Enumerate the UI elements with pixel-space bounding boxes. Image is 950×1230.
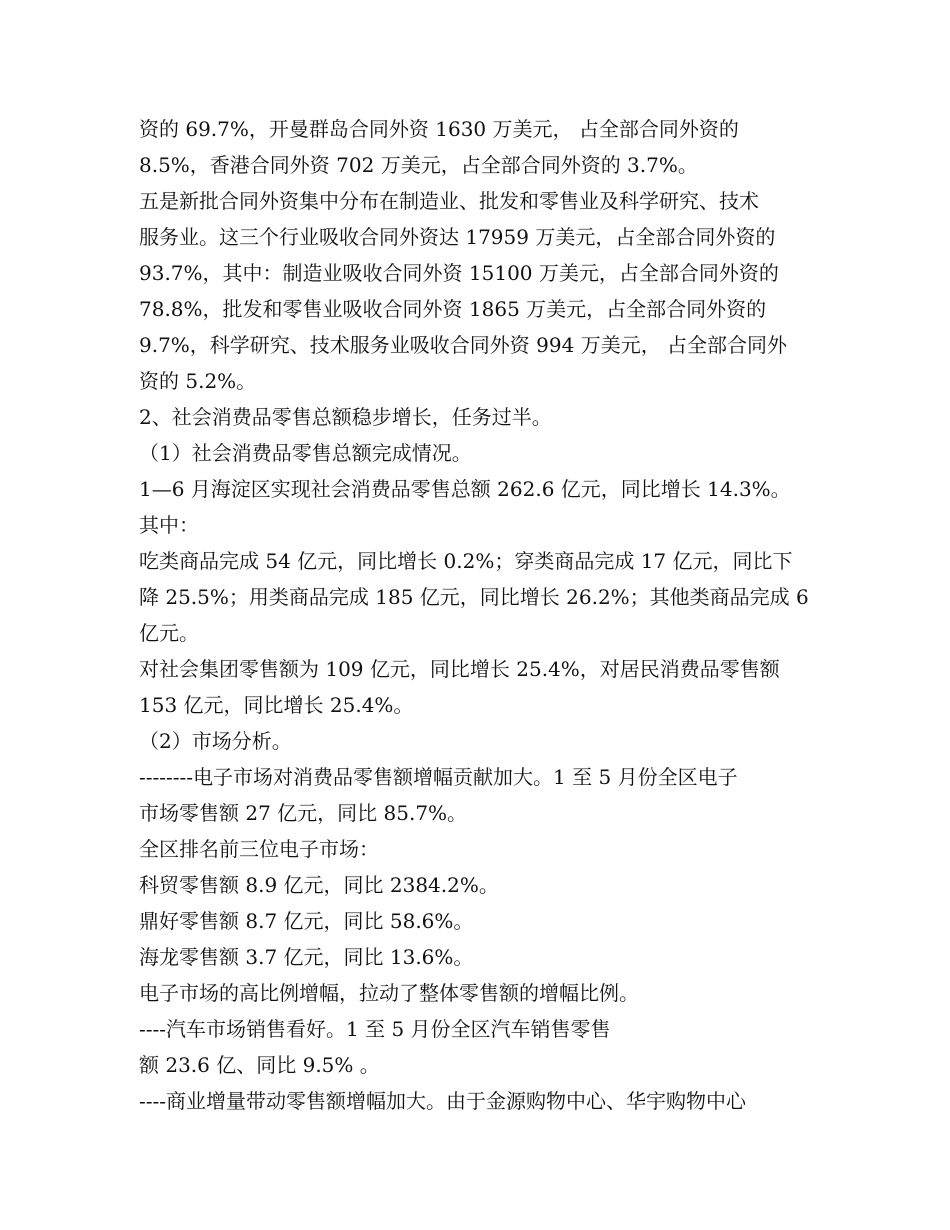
- text-line: 五是新批合同外资集中分布在制造业、批发和零售业及科学研究、技术: [139, 189, 759, 213]
- text-line: 其中：: [139, 513, 199, 537]
- text-line: 93.7%，其中：制造业吸收合同外资 15100 万美元，占全部合同外资的: [139, 261, 779, 285]
- text-line: ----汽车市场销售看好。1 至 5 月份全区汽车销售零售: [139, 1017, 611, 1041]
- text-line: 8.5%，香港合同外资 702 万美元，占全部合同外资的 3.7%。: [139, 153, 698, 177]
- text-line: 9.7%，科学研究、技术服务业吸收合同外资 994 万美元， 占全部合同外: [139, 333, 788, 357]
- text-line: 1—6 月海淀区实现社会消费品零售总额 262.6 亿元，同比增长 14.3%。: [139, 477, 791, 501]
- text-line: 153 亿元，同比增长 25.4%。: [139, 693, 414, 717]
- text-line: --------电子市场对消费品零售额增幅贡献加大。1 至 5 月份全区电子: [139, 765, 738, 789]
- text-line: 海龙零售额 3.7 亿元，同比 13.6%。: [139, 945, 474, 969]
- text-line: 科贸零售额 8.9 亿元，同比 2384.2%。: [139, 873, 499, 897]
- text-line: 对社会集团零售额为 109 亿元，同比增长 25.4%，对居民消费品零售额: [139, 657, 780, 681]
- text-line: 鼎好零售额 8.7 亿元，同比 58.6%。: [139, 909, 474, 933]
- text-line: 降 25.5%；用类商品完成 185 亿元，同比增长 26.2%；其他类商品完成 6: [139, 585, 809, 609]
- text-line: 全区排名前三位电子市场：: [139, 837, 379, 861]
- section-heading: 2、社会消费品零售总额稳步增长，任务过半。: [139, 405, 552, 429]
- text-line: 亿元。: [139, 621, 199, 645]
- text-line: 78.8%，批发和零售业吸收合同外资 1865 万美元，占全部合同外资的: [139, 297, 767, 321]
- text-line: 吃类商品完成 54 亿元，同比增长 0.2%；穿类商品完成 17 亿元，同比下: [139, 549, 793, 573]
- text-line: ----商业增量带动零售额增幅加大。由于金源购物中心、华宇购物中心: [139, 1089, 747, 1113]
- text-line: 市场零售额 27 亿元，同比 85.7%。: [139, 801, 468, 825]
- text-line: 电子市场的高比例增幅，拉动了整体零售额的增幅比例。: [139, 981, 639, 1005]
- text-line: 服务业。这三个行业吸收合同外资达 17959 万美元，占全部合同外资的: [139, 225, 776, 249]
- subsection-heading: （1）社会消费品零售总额完成情况。: [139, 441, 472, 465]
- subsection-heading: （2）市场分析。: [139, 729, 292, 753]
- text-line: 资的 69.7%，开曼群岛合同外资 1630 万美元， 占全部合同外资的: [139, 117, 739, 141]
- text-line: 资的 5.2%。: [139, 369, 257, 393]
- text-line: 额 23.6 亿、同比 9.5% 。: [139, 1053, 380, 1077]
